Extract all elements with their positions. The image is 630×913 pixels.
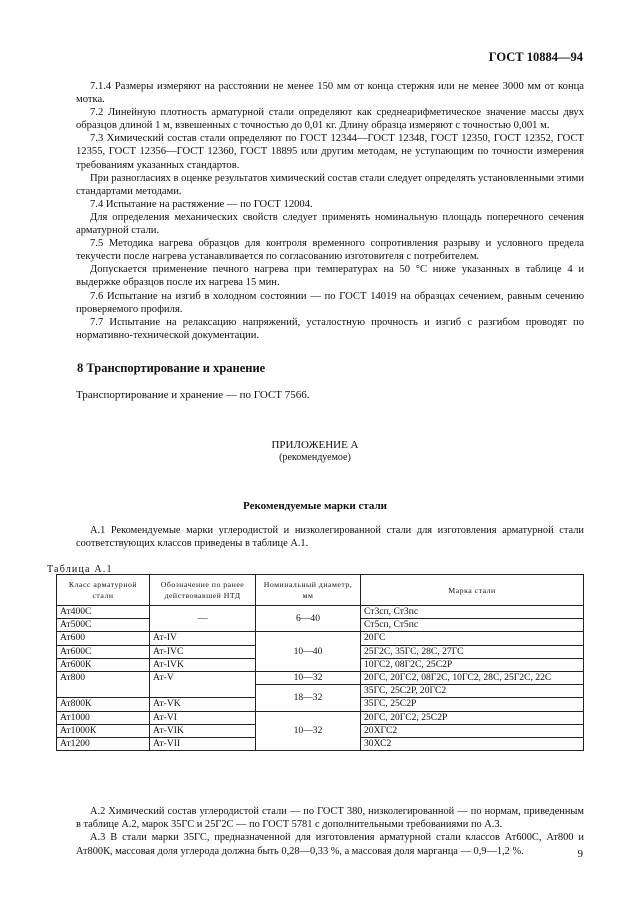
diameter-cell: 6—40	[256, 606, 361, 632]
ntd-cell: —	[150, 606, 256, 632]
appendix-heading: Рекомендуемые марки стали	[243, 500, 387, 512]
ntd-cell: Ат-VII	[150, 737, 256, 750]
grade-cell: 25Г2С, 35ГС, 28С, 27ГС	[361, 645, 584, 658]
paragraph: 7.5 Методика нагрева образцов для контроля временного сопротивления разрыву и условного предела текучести после нагрева устанавливается по согласованию изготовителя с потребителем.	[76, 238, 584, 263]
class-cell: Ат400С	[57, 606, 150, 619]
table-row	[57, 711, 584, 724]
appendix-notes	[76, 805, 584, 858]
grade-cell: Ст3сп, Ст3пс	[361, 606, 584, 619]
class-cell: Ат600К	[57, 658, 150, 671]
grade-cell: 35ГС, 25С2Р, 20ГС2	[361, 685, 584, 698]
ntd-cell: Ат-VIK	[150, 724, 256, 737]
grade-cell: 30ХС2	[361, 737, 584, 750]
ntd-cell: Ат-IVK	[150, 658, 256, 671]
grade-cell: 20ГС, 20ГС2, 25С2Р	[361, 711, 584, 724]
paragraph: 7.2 Линейную плотность арматурной стали определяют как среднеарифметическое значение массы двух образцов длиной 1 м, взвешенных с точностью до 0,01 кг. Длину образца измеряют с точностью 0,001 м.	[76, 107, 584, 132]
section-8-text: Транспортирование и хранение — по ГОСТ 7566.	[76, 389, 310, 401]
class-cell: Ат800К	[57, 698, 150, 711]
section-7-paragraphs	[76, 80, 584, 342]
table-row	[57, 606, 584, 619]
class-cell: Ат1200	[57, 737, 150, 750]
paragraph: А.2 Химический состав углеродистой стали — по ГОСТ 380, низколегированной — по нормам, приведенным в таблице А.2, марок 35ГС и 25Г2С — по ГОСТ 5781 с дополнительными требованиями по А.3.	[76, 806, 584, 831]
table-caption: Таблица А.1	[47, 564, 113, 575]
diameter-cell: 10—40	[256, 632, 361, 672]
paragraph: 7.4 Испытание на растяжение — по ГОСТ 12004.	[90, 198, 313, 210]
class-cell: Ат600С	[57, 645, 150, 658]
appendix-intro	[76, 524, 584, 551]
section-8-heading: 8 Транспортирование и хранение	[77, 361, 266, 375]
diameter-cell: 10—32	[256, 671, 361, 684]
class-cell: Ат600	[57, 632, 150, 645]
header-class: Класс арматурной стали	[57, 575, 150, 606]
page-number: 9	[577, 848, 583, 860]
paragraph: 7.6 Испытание на изгиб в холодном состоянии — по ГОСТ 14019 на образцах сечением, равным сечению проверяемого профиля.	[76, 290, 584, 315]
class-cell: Ат1000	[57, 711, 150, 724]
table-header-row	[57, 575, 584, 606]
ntd-cell: Ат-VI	[150, 711, 256, 724]
diameter-cell: 18—32	[256, 685, 361, 711]
document-code: ГОСТ 10884—94	[488, 50, 583, 64]
grade-cell: 20ХГС2	[361, 724, 584, 737]
steel-grades-table	[56, 574, 584, 751]
paragraph: 7.3 Химический состав стали определяют по ГОСТ 12344—ГОСТ 12348, ГОСТ 12350, ГОСТ 12352, ГОСТ 12355, ГОСТ 12356—ГОСТ 12360, ГОСТ 18895 или другим методам, не уступающим по точности измерения требованиям указанных стандартов.	[76, 133, 584, 171]
header-ntd: Обозначение по ранее действовавшей НТД	[150, 575, 256, 606]
paragraph: Для определения механических свойств следует применять номинальную площадь поперечного сечения арматурной стали.	[76, 211, 584, 237]
paragraph: Допускается применение печного нагрева при температурах на 50 °С ниже указанных в таблице 4 и выдержке образцов после их нагрева 15 мин.	[76, 264, 584, 289]
paragraph: 7.7 Испытание на релаксацию напряжений, усталостную прочность и изгиб с разгибом проводят по нормативно-технической документации.	[76, 316, 584, 341]
class-cell: Ат500С	[57, 619, 150, 632]
grade-cell: 20ГС, 20ГС2, 08Г2С, 10ГС2, 28С, 25Г2С, 22С	[361, 671, 584, 684]
header-diameter: Номинальный диаметр, мм	[256, 575, 361, 606]
table-row	[57, 632, 584, 645]
appendix-title: ПРИЛОЖЕНИЕ А	[271, 439, 359, 451]
paragraph: При разногласиях в оценке результатов химический состав стали следует определять установленными этими стандартами методами.	[76, 172, 584, 197]
header-grade: Марка стали	[361, 575, 584, 606]
grade-cell: Ст5сп, Ст5пс	[361, 619, 584, 632]
paragraph: 7.1.4 Размеры измеряют на расстоянии не менее 150 мм от конца стержня или не менее 3000 мм от конца мотка.	[76, 81, 584, 106]
appendix-subtitle: (рекомендуемое)	[279, 452, 351, 463]
ntd-cell: Ат-V	[150, 671, 256, 697]
ntd-cell: Ат-VK	[150, 698, 256, 711]
ntd-cell: Ат-IV	[150, 632, 256, 645]
class-cell: Ат1000К	[57, 724, 150, 737]
grade-cell: 10ГС2, 08Г2С, 25С2Р	[361, 658, 584, 671]
paragraph: А.1 Рекомендуемые марки углеродистой и низколегированной стали для изготовления арматурной стали соответствующих классов приведены в таблице А.1.	[76, 525, 584, 550]
grade-cell: 35ГС, 25С2Р	[361, 698, 584, 711]
grade-cell: 20ГС	[361, 632, 584, 645]
diameter-cell: 10—32	[256, 711, 361, 751]
ntd-cell: Ат-IVC	[150, 645, 256, 658]
paragraph: А.3 В стали марки 35ГС, предназначенной для изготовления арматурной стали классов Ат600С, Ат800 и Ат800К, массовая доля углерода должна быть 0,28—0,33 %, а массовая доля марганца — 0,9—1,2 %.	[76, 832, 584, 857]
table-row	[57, 671, 584, 684]
class-cell: Ат800	[57, 671, 150, 697]
